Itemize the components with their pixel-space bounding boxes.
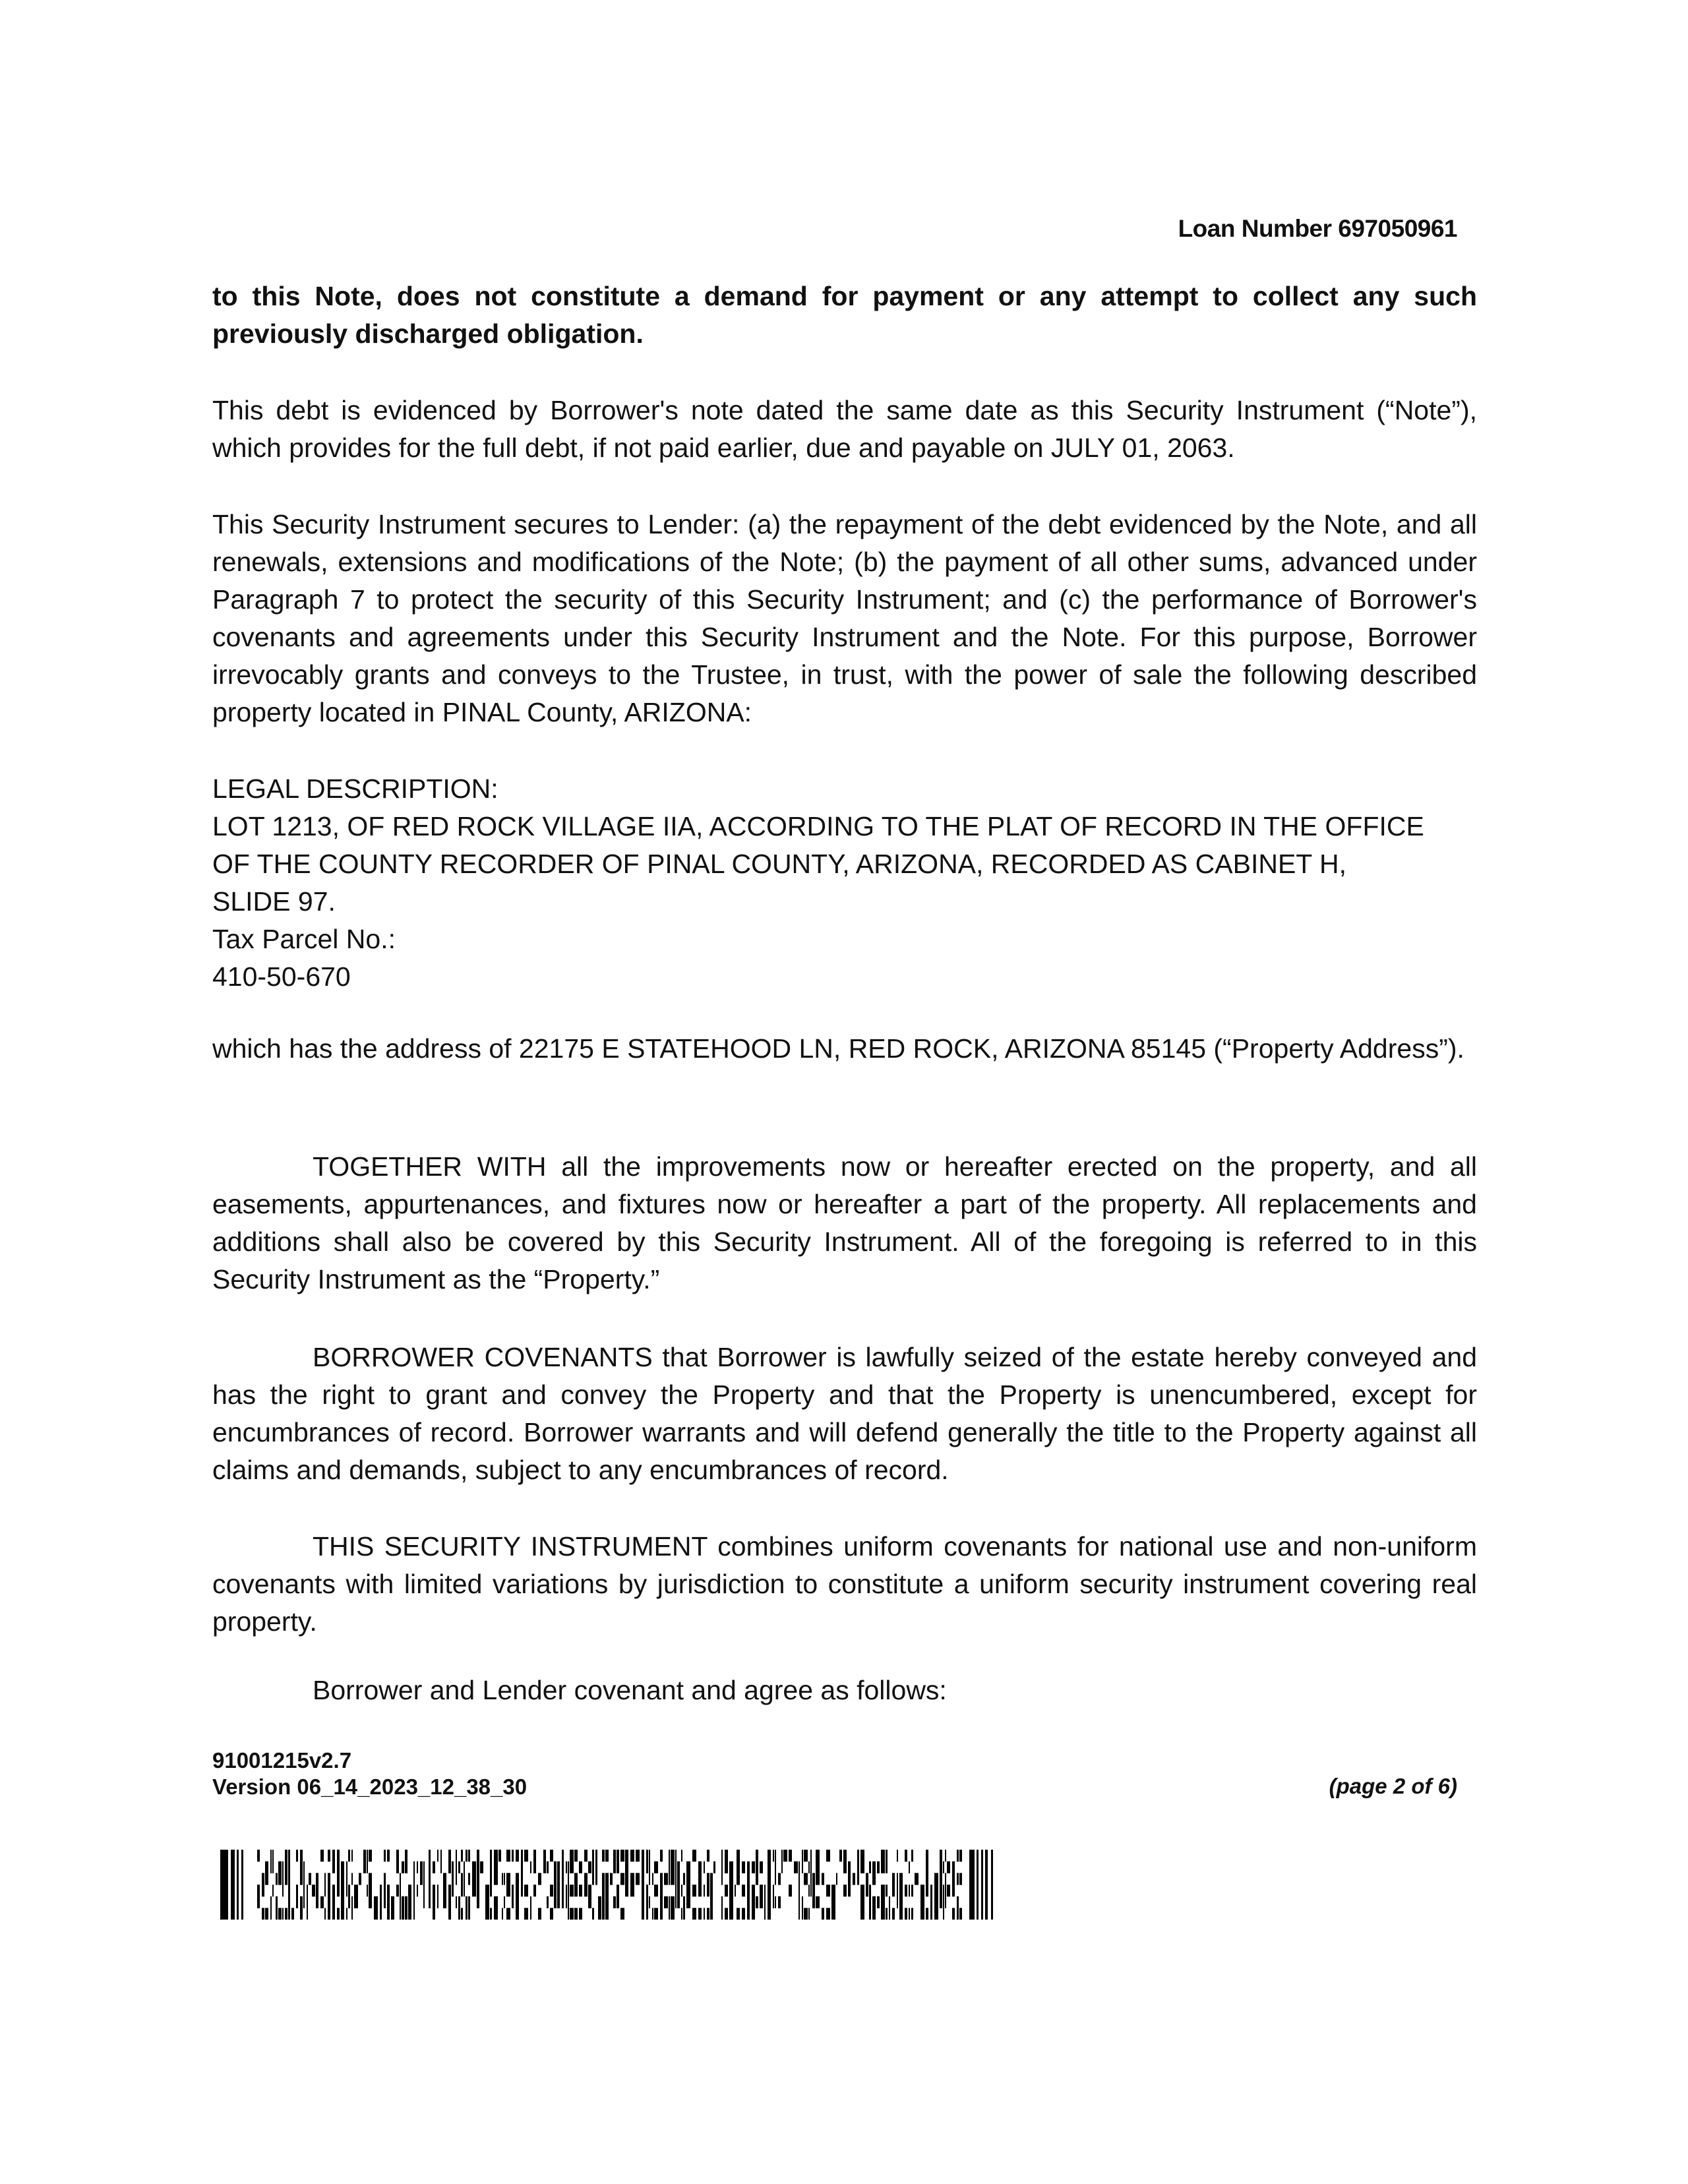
page-number: (page 2 of 6) xyxy=(1329,1774,1457,1798)
barcode-image xyxy=(220,1850,1000,1920)
agree-text: Borrower and Lender covenant and agree as follows: xyxy=(313,1675,947,1705)
legal-line-3: SLIDE 97. xyxy=(212,886,336,917)
legal-heading: LEGAL DESCRIPTION: xyxy=(212,774,498,804)
legal-description xyxy=(212,770,1477,996)
tax-parcel-label: Tax Parcel No.: xyxy=(212,924,396,954)
tax-parcel-value: 410-50-670 xyxy=(212,961,351,992)
form-id: 91001215v2.7 xyxy=(212,1748,352,1773)
secures-paragraph xyxy=(212,506,1477,731)
borrower-covenants-text: BORROWER COVENANTS that Borrower is lawfully seized of the estate hereby conveyed and has the right to grant and convey the Property and that the Property is unencumbered, except for encumbrances of record. Borrower warrants and will defend generally the title to the Property against all claims and demands, subject to any encumbrances of record. xyxy=(212,1342,1477,1485)
debt-evidence-text: This debt is evidenced by Borrower's note dated the same date as this Security Instrument (“Note”), which provides for the full debt, if not paid earlier, due and payable on JULY 01, 2063. xyxy=(212,395,1477,463)
address-text: which has the address of 22175 E STATEHOOD LN, RED ROCK, ARIZONA 85145 (“Property Address”). xyxy=(212,1033,1464,1064)
loan-number: Loan Number 697050961 xyxy=(1178,215,1457,242)
version-string: Version 06_14_2023_12_38_30 xyxy=(212,1774,528,1799)
together-with-paragraph xyxy=(212,1148,1477,1298)
security-instrument-text: THIS SECURITY INSTRUMENT combines uniform covenants for national use and non-uniform covenants with limited variations by jurisdiction to constitute a uniform security instrument covering real property. xyxy=(212,1531,1477,1637)
debt-evidence-paragraph xyxy=(212,392,1477,467)
footer-version-block xyxy=(212,1747,527,1800)
borrower-covenants-paragraph xyxy=(212,1339,1477,1489)
secures-text: This Security Instrument secures to Lender: (a) the repayment of the debt evidenced by the Note, and all renewals, extensions and modifications of the Note; (b) the payment of all other sums, advanced under Paragraph 7 to protect the security of this Security Instrument; and (c) the performance of Borrower's covenants and agreements under this Security Instrument and the Note. For this purpose, Borrower irrevocably grants and conveys to the Trustee, in trust, with the power of sale the following described property located in PINAL County, ARIZONA: xyxy=(212,509,1477,727)
security-instrument-paragraph xyxy=(212,1528,1477,1641)
legal-line-1: LOT 1213, OF RED ROCK VILLAGE IIA, ACCORDING TO THE PLAT OF RECORD IN THE OFFICE xyxy=(212,811,1424,841)
legal-line-2: OF THE COUNTY RECORDER OF PINAL COUNTY, ARIZONA, RECORDED AS CABINET H, xyxy=(212,849,1346,879)
continuation-text: to this Note, does not constitute a demand for payment or any attempt to collect any such previously discharged obligation. xyxy=(212,281,1477,349)
agree-paragraph xyxy=(212,1672,1477,1709)
address-paragraph xyxy=(212,1030,1477,1068)
continuation-paragraph xyxy=(212,278,1477,353)
together-with-text: TOGETHER WITH all the improvements now or hereafter erected on the property, and all easements, appurtenances, and fixtures now or hereafter a part of the property. All replacements and additions shall also be covered by this Security Instrument. All of the foregoing is referred to in this Security Instrument as the “Property.” xyxy=(212,1151,1477,1294)
